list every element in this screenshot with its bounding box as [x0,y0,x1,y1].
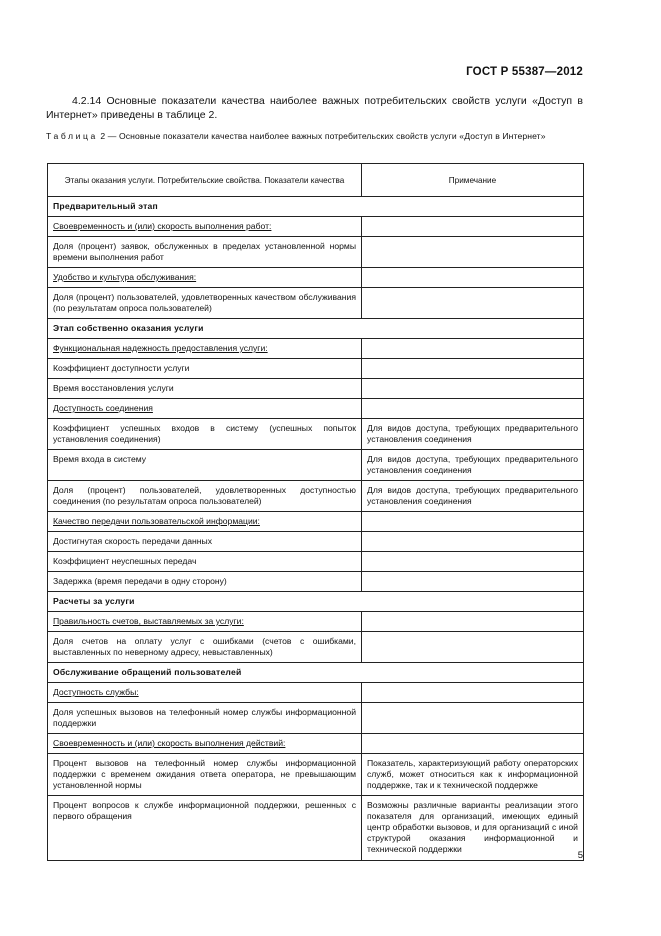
note-cell [362,612,584,632]
table-row [48,288,584,319]
stage-heading: Расчеты за услуги [48,592,584,612]
table-row [48,359,584,379]
table-row [48,796,584,861]
property-heading [48,217,362,237]
table-row [48,339,584,359]
indicator-cell: Коэффициент успешных входов в систему (успешных попыток установления соединения) [48,419,362,450]
note-cell [362,339,584,359]
table-row [48,217,584,237]
indicator-cell: Доля (процент) пользователей, удовлетворенных доступностью соединения (по результатам опроса пользователей) [48,481,362,512]
table-row [48,552,584,572]
note-cell [362,399,584,419]
table-caption [46,131,583,142]
note-cell: Показатель, характеризующий работу операторских служб, может относиться как к информационной поддержке, так и к технической поддержке [362,754,584,796]
property-heading [48,734,362,754]
note-cell: Возможны различные варианты реализации этого показателя для организаций, имеющих единый центр обработки вызовов, и для организаций с иной структурой оказания информационной и технической поддержки [362,796,584,861]
document-number: ГОСТ Р 55387—2012 [466,66,583,78]
indicator-cell: Процент вызовов на телефонный номер службы информационной поддержки с временем ожидания ответа оператора, не превышающим установленной нормы [48,754,362,796]
table-row [48,734,584,754]
table-row [48,419,584,450]
table-header-row [48,164,584,197]
property-label: Своевременность и (или) скорость выполнения работ: [53,221,272,231]
table-row [48,632,584,663]
indicator-cell: Коэффициент неуспешных передач [48,552,362,572]
property-label: Правильность счетов, выставляемых за услуги: [53,616,244,626]
indicator-cell: Доля счетов на оплату услуг с ошибками (счетов с ошибками, выставленных по неверному адресу, невыставленных) [48,632,362,663]
caption-word: Таблица [46,131,98,141]
table-row [48,532,584,552]
indicator-cell: Время входа в систему [48,450,362,481]
property-label: Функциональная надежность предоставления услуги: [53,343,268,353]
table-row [48,683,584,703]
property-heading [48,339,362,359]
caption-text: 2 — Основные показатели качества наиболее важных потребительских свойств услуги «Доступ в Интернет» [100,131,546,141]
property-label: Своевременность и (или) скорость выполнения действий: [53,738,286,748]
property-heading [48,399,362,419]
table-row [48,572,584,592]
property-label: Качество передачи пользовательской информации: [53,516,260,526]
table-row [48,379,584,399]
table-row [48,512,584,532]
indicator-cell: Время восстановления услуги [48,379,362,399]
header-cell-note: Примечание [362,164,584,197]
table-row [48,399,584,419]
page-number: 5 [577,850,583,861]
note-cell [362,288,584,319]
quality-indicators-table [47,163,584,861]
table-row [48,754,584,796]
note-cell [362,379,584,399]
indicator-cell: Коэффициент доступности услуги [48,359,362,379]
note-cell [362,632,584,663]
indicator-cell: Процент вопросов к службе информационной поддержки, решенных с первого обращения [48,796,362,861]
table-row [48,268,584,288]
table-row [48,319,584,339]
property-label: Доступность службы: [53,687,139,697]
note-cell [362,572,584,592]
indicator-cell: Доля (процент) заявок, обслуженных в пределах установленной нормы времени выполнения работ [48,237,362,268]
note-cell [362,532,584,552]
table-row [48,663,584,683]
note-cell [362,552,584,572]
note-cell [362,734,584,754]
indicator-cell: Доля успешных вызовов на телефонный номер службы информационной поддержки [48,703,362,734]
note-cell [362,703,584,734]
note-cell: Для видов доступа, требующих предварительного установления соединения [362,419,584,450]
header-cell-stages: Этапы оказания услуги. Потребительские свойства. Показатели качества [48,164,362,197]
note-cell [362,512,584,532]
table-row [48,592,584,612]
note-cell: Для видов доступа, требующих предварительного установления соединения [362,450,584,481]
table-row [48,197,584,217]
property-heading [48,512,362,532]
property-heading [48,612,362,632]
intro-paragraph: 4.2.14 Основные показатели качества наиболее важных потребительских свойств услуги «Доступ в Интернет» приведены в таблице 2. [46,95,583,121]
property-heading [48,268,362,288]
indicator-cell: Достигнутая скорость передачи данных [48,532,362,552]
table-row [48,481,584,512]
table-row [48,237,584,268]
property-heading [48,683,362,703]
table-row [48,612,584,632]
indicator-cell: Доля (процент) пользователей, удовлетворенных качеством обслуживания (по результатам опроса пользователей) [48,288,362,319]
note-cell [362,359,584,379]
table-row [48,703,584,734]
stage-heading: Этап собственно оказания услуги [48,319,584,339]
table-row [48,450,584,481]
note-cell [362,683,584,703]
indicator-cell: Задержка (время передачи в одну сторону) [48,572,362,592]
property-label: Доступность соединения [53,403,153,413]
note-cell [362,217,584,237]
note-cell [362,268,584,288]
stage-heading: Предварительный этап [48,197,584,217]
note-cell: Для видов доступа, требующих предварительного установления соединения [362,481,584,512]
note-cell [362,237,584,268]
property-label: Удобство и культура обслуживания: [53,272,197,282]
stage-heading: Обслуживание обращений пользователей [48,663,584,683]
